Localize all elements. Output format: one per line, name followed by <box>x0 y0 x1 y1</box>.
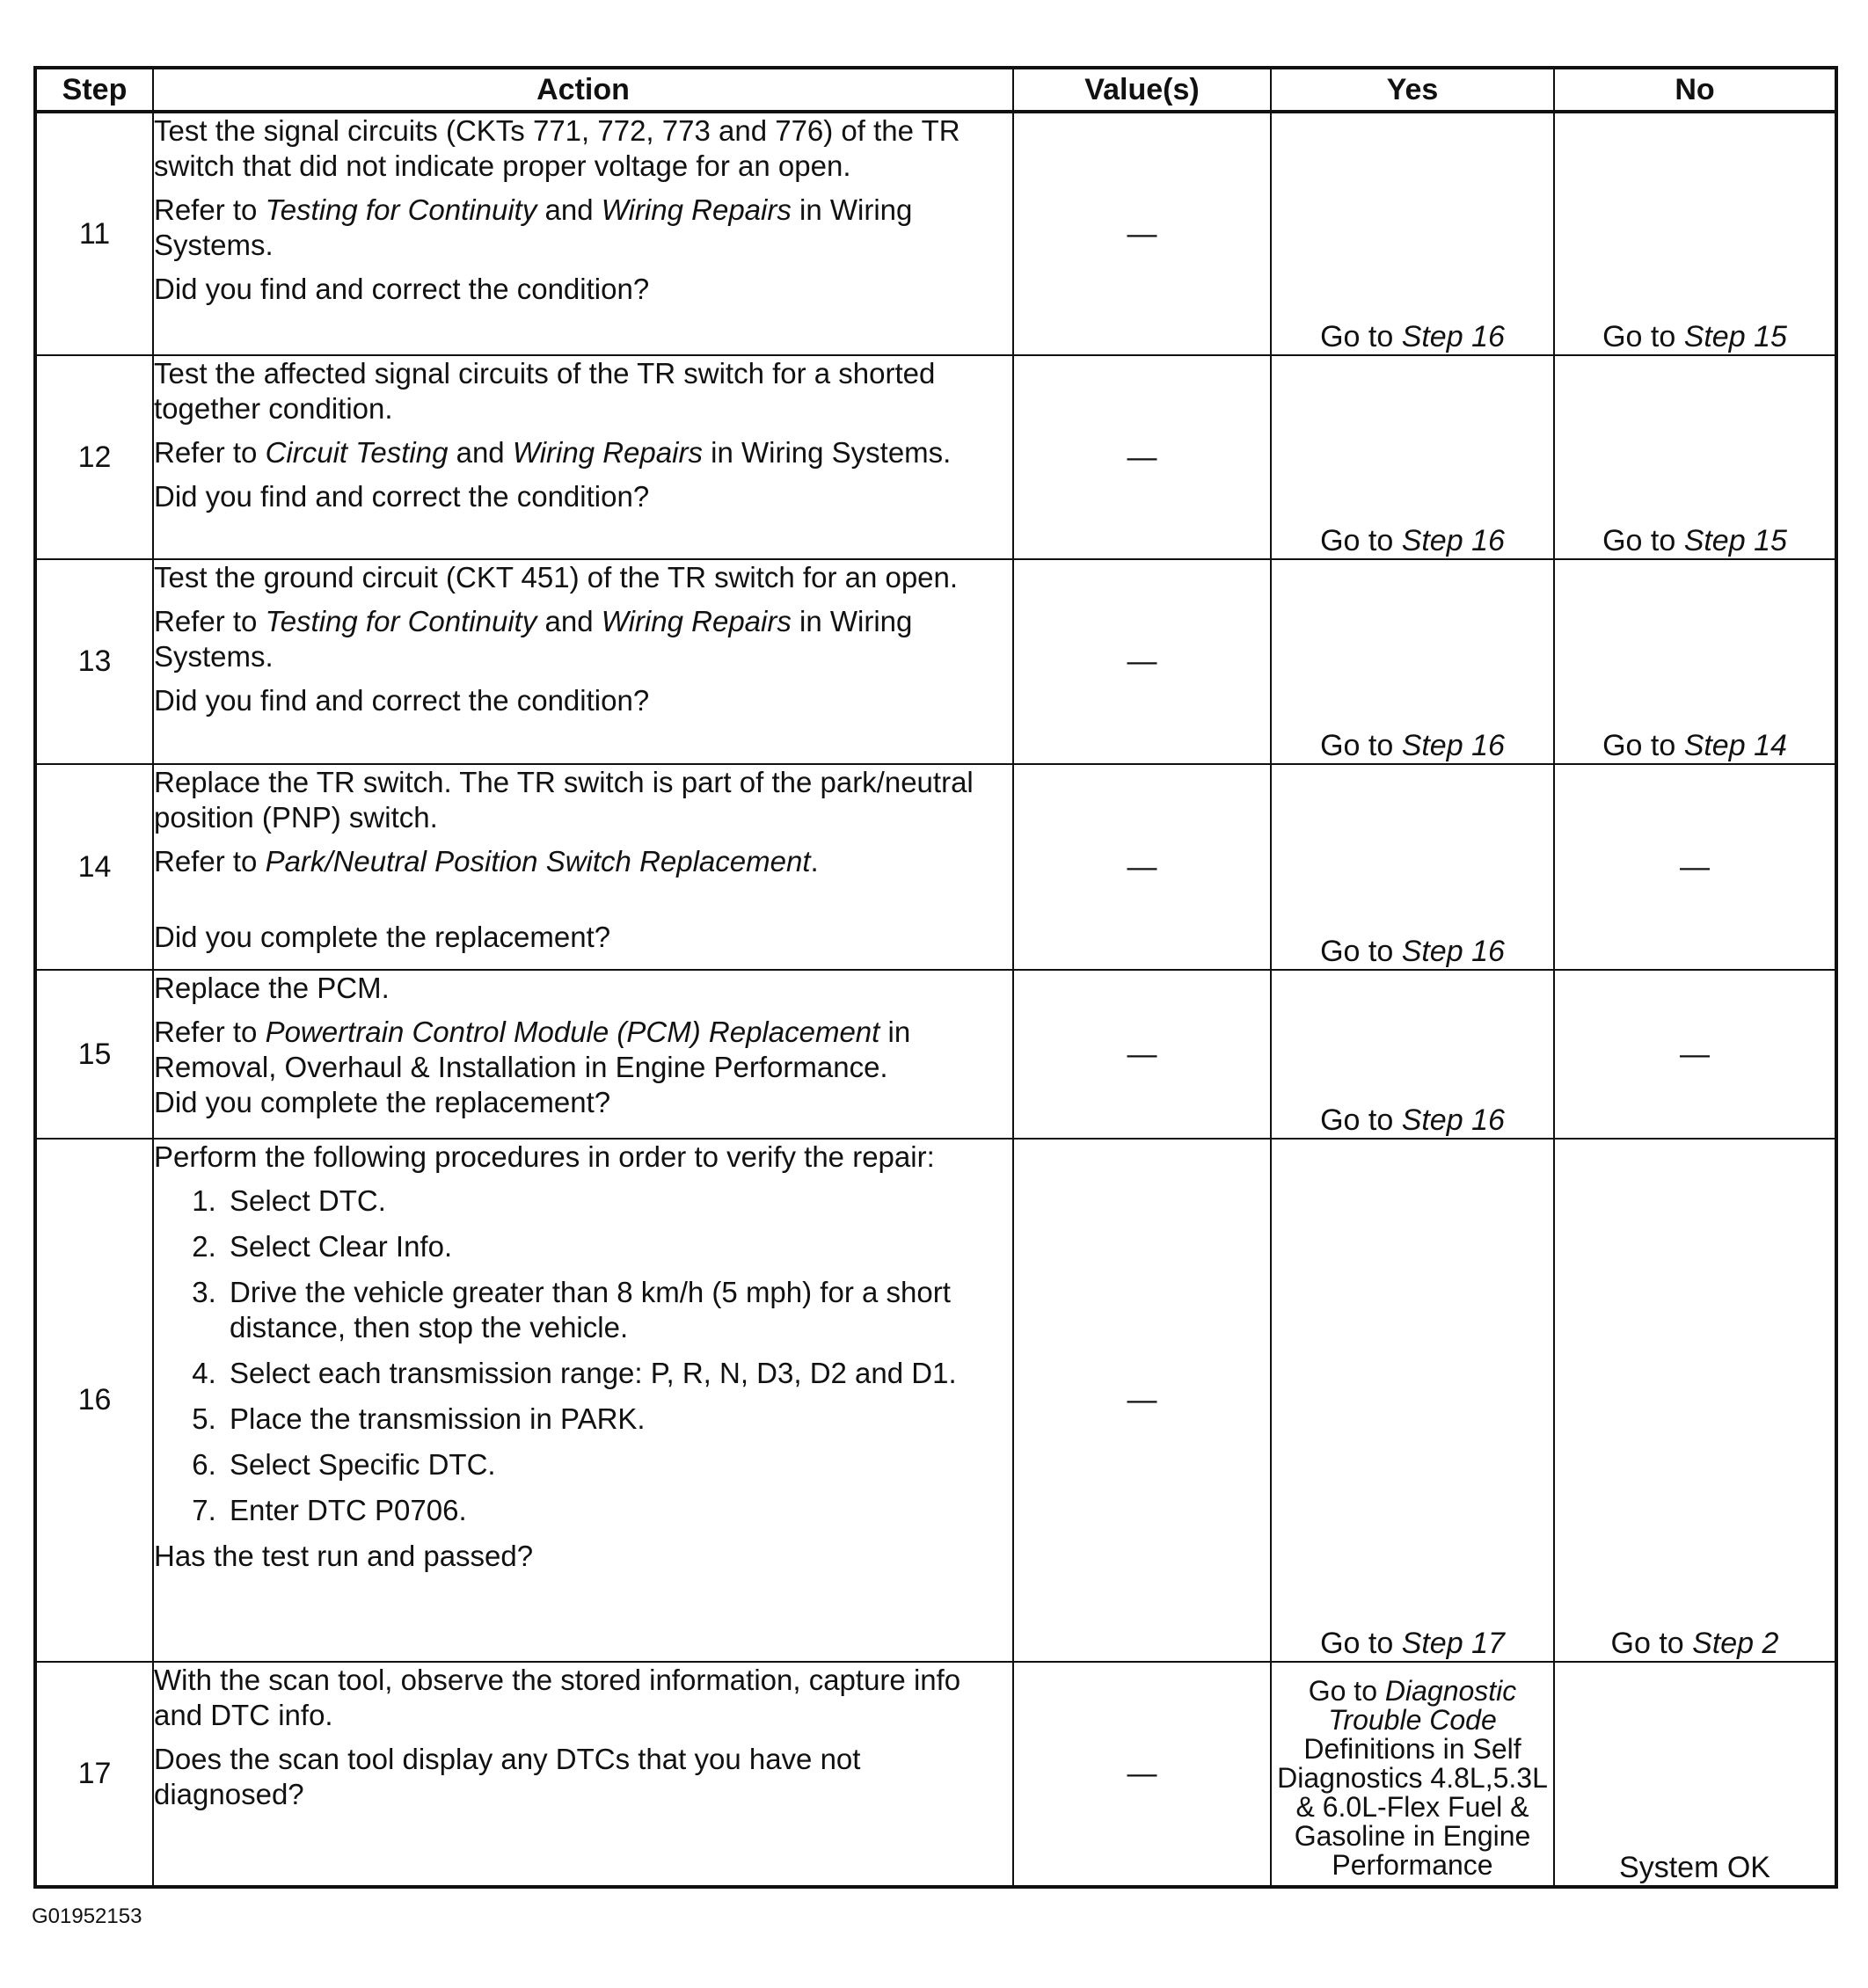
action-cell <box>153 1139 1013 1662</box>
table-row <box>35 970 1836 1139</box>
no-cell: Go to Step 2 <box>1554 1139 1836 1662</box>
no-cell: Go to Step 15 <box>1554 112 1836 355</box>
action-question: Did you find and correct the condition? <box>154 480 650 513</box>
header-step: Step <box>35 68 153 112</box>
table-row <box>35 1139 1836 1662</box>
value-cell: — <box>1013 1139 1271 1662</box>
no-cell: Go to Step 14 <box>1554 559 1836 764</box>
list-item: 6. Select Specific DTC. <box>224 1447 1012 1482</box>
value-cell: — <box>1013 1662 1271 1887</box>
list-item: 2. Select Clear Info. <box>224 1229 1012 1264</box>
action-cell <box>153 1662 1013 1887</box>
action-text: With the scan tool, observe the stored information, capture info and DTC info. <box>154 1664 961 1731</box>
table-row <box>35 764 1836 970</box>
header-row <box>35 68 1836 112</box>
table-row <box>35 1662 1836 1887</box>
yes-cell: Go to Step 17 <box>1271 1139 1554 1662</box>
action-cell <box>153 355 1013 559</box>
step-number: 17 <box>35 1662 153 1887</box>
diagnostic-table <box>33 66 1838 1889</box>
header-action: Action <box>153 68 1013 112</box>
action-reference: Refer to Powertrain Control Module (PCM) Replacement in Removal, Overhaul & Installation in Engine Performance. <box>154 1016 911 1083</box>
action-question: Did you complete the replacement? <box>154 921 611 953</box>
action-reference: Refer to Testing for Continuity and Wiring Repairs in Wiring Systems. <box>154 193 913 261</box>
yes-cell: Go to Step 16 <box>1271 355 1554 559</box>
no-cell: Go to Step 15 <box>1554 355 1836 559</box>
yes-cell: Go to Diagnostic Trouble Code Definitions in Self Diagnostics 4.8L,5.3L & 6.0L-Flex Fuel & Gasoline in Engine Performance <box>1271 1662 1554 1887</box>
header-no: No <box>1554 68 1836 112</box>
no-cell: System OK <box>1554 1662 1836 1887</box>
action-text: Test the ground circuit (CKT 451) of the TR switch for an open. <box>154 561 959 593</box>
table-row <box>35 355 1836 559</box>
action-question: Does the scan tool display any DTCs that you have not diagnosed? <box>154 1743 861 1810</box>
value-cell: — <box>1013 112 1271 355</box>
action-text: Replace the TR switch. The TR switch is part of the park/neutral position (PNP) switch. <box>154 766 974 834</box>
action-cell <box>153 970 1013 1139</box>
action-question: Did you find and correct the condition? <box>154 273 650 305</box>
yes-cell: Go to Step 16 <box>1271 764 1554 970</box>
no-cell: — <box>1554 970 1836 1139</box>
action-question: Did you find and correct the condition? <box>154 684 650 717</box>
action-text: Perform the following procedures in order to verify the repair: <box>154 1140 935 1173</box>
header-values: Value(s) <box>1013 68 1271 112</box>
header-yes: Yes <box>1271 68 1554 112</box>
list-item: 1. Select DTC. <box>224 1183 1012 1219</box>
value-cell: — <box>1013 764 1271 970</box>
step-number: 16 <box>35 1139 153 1662</box>
step-number: 15 <box>35 970 153 1139</box>
list-item: 7. Enter DTC P0706. <box>224 1493 1012 1528</box>
action-reference: Refer to Testing for Continuity and Wiring Repairs in Wiring Systems. <box>154 605 913 673</box>
yes-cell: Go to Step 16 <box>1271 112 1554 355</box>
yes-cell: Go to Step 16 <box>1271 559 1554 764</box>
list-item: 3. Drive the vehicle greater than 8 km/h (5 mph) for a short distance, then stop the vehicle. <box>224 1275 1012 1345</box>
action-text: Test the signal circuits (CKTs 771, 772, 773 and 776) of the TR switch that did not indicate proper voltage for an open. <box>154 114 960 182</box>
value-cell: — <box>1013 355 1271 559</box>
value-cell: — <box>1013 559 1271 764</box>
list-item: 5. Place the transmission in PARK. <box>224 1402 1012 1437</box>
action-question: Has the test run and passed? <box>154 1540 534 1572</box>
step-number: 14 <box>35 764 153 970</box>
action-text: Test the affected signal circuits of the TR switch for a shorted together condition. <box>154 357 936 425</box>
table-row <box>35 112 1836 355</box>
table-row <box>35 559 1836 764</box>
step-number: 11 <box>35 112 153 355</box>
value-cell: — <box>1013 970 1271 1139</box>
action-text: Replace the PCM. <box>154 972 390 1004</box>
list-item: 4. Select each transmission range: P, R, N, D3, D2 and D1. <box>224 1356 1012 1391</box>
step-number: 12 <box>35 355 153 559</box>
no-cell: — <box>1554 764 1836 970</box>
action-question: Did you complete the replacement? <box>154 1086 611 1118</box>
action-cell <box>153 559 1013 764</box>
step-number: 13 <box>35 559 153 764</box>
action-cell <box>153 112 1013 355</box>
yes-cell: Go to Step 16 <box>1271 970 1554 1139</box>
figure-id: G01952153 <box>32 1904 142 1928</box>
procedure-list <box>154 1183 1012 1528</box>
action-reference: Refer to Circuit Testing and Wiring Repairs in Wiring Systems. <box>154 436 952 469</box>
action-cell <box>153 764 1013 970</box>
action-reference: Refer to Park/Neutral Position Switch Replacement. <box>154 845 819 877</box>
